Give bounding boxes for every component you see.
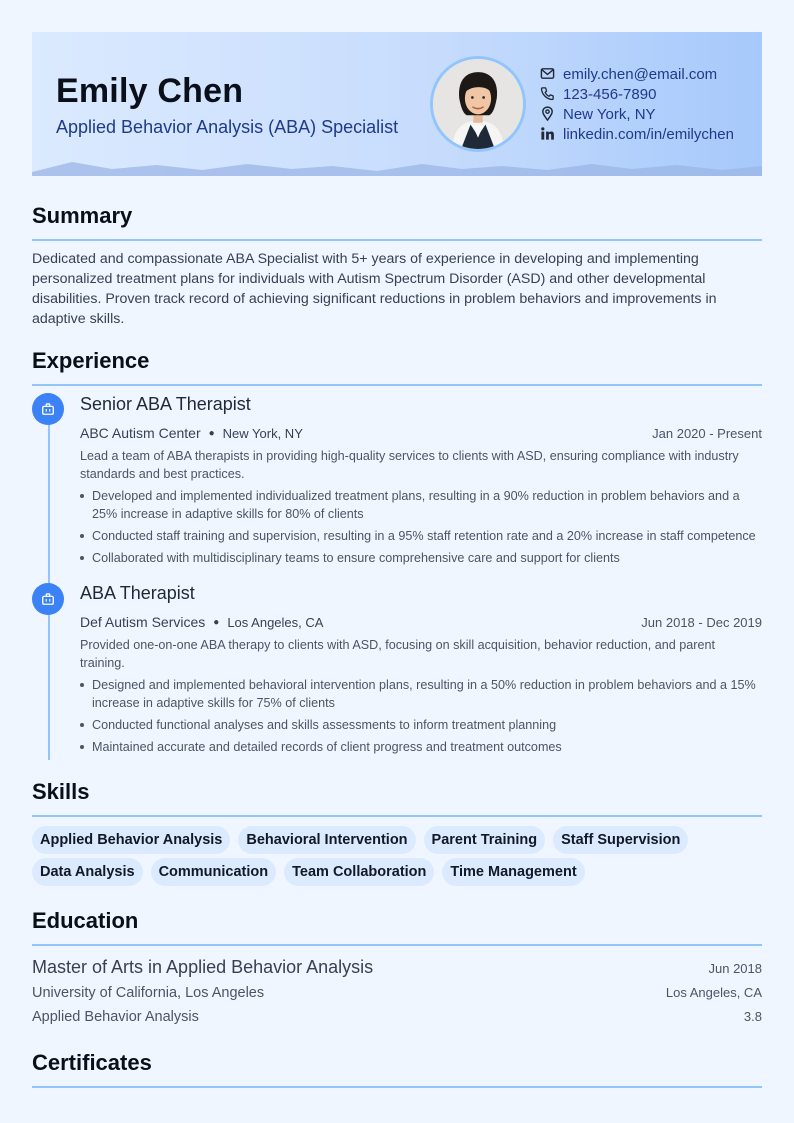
- education-degree-row: [32, 957, 762, 978]
- job-location: Los Angeles, CA: [227, 614, 324, 630]
- job-title: Senior ABA Therapist: [80, 394, 251, 414]
- contact-phone-text: 123-456-7890: [563, 85, 657, 103]
- skill-chip: Parent Training: [424, 826, 546, 854]
- skill-chip: Applied Behavior Analysis: [32, 826, 230, 854]
- contact-location-text: New York, NY: [563, 105, 656, 123]
- education-field-row: [32, 1009, 762, 1025]
- achievement-item: Designed and implemented behavioral intervention plans, resulting in a 50% reduction in problem behaviors and a 15% increase in adaptive skills for 75% of clients: [80, 676, 762, 712]
- summary-divider: [32, 239, 762, 241]
- contact-email-text: emily.chen@email.com: [563, 65, 718, 83]
- education-location: Los Angeles, CA: [665, 985, 762, 1000]
- contact-location: [540, 104, 734, 124]
- job-title: ABA Therapist: [80, 583, 195, 603]
- resume-page: [32, 32, 762, 1075]
- job-entry-1: [80, 394, 762, 571]
- education-degree: Master of Arts in Applied Behavior Analysis: [32, 957, 374, 977]
- candidate-role: Applied Behavior Analysis (ABA) Specialist: [56, 117, 399, 137]
- separator-dot: ●: [213, 616, 220, 628]
- education-heading: Education: [32, 908, 139, 933]
- job-description: Lead a team of ABA therapists in providing high-quality services to clients with ASD, ensuring compliance with industry standards and best practices.: [80, 449, 739, 481]
- header-wave-decoration: [32, 160, 762, 176]
- job-location: New York, NY: [222, 425, 303, 441]
- job-company: Def Autism Services: [80, 614, 206, 630]
- experience-divider: [32, 384, 762, 386]
- education-gpa: 3.8: [743, 1009, 762, 1024]
- achievement-item: Collaborated with multidisciplinary teams to ensure comprehensive care and support for clients: [80, 549, 762, 567]
- contact-linkedin[interactable]: [540, 124, 734, 144]
- contact-phone[interactable]: [540, 84, 734, 104]
- achievement-item: Maintained accurate and detailed records of client progress and treatment outcomes: [80, 738, 762, 756]
- education-field: Applied Behavior Analysis: [32, 1009, 199, 1025]
- achievement-item: Developed and implemented individualized treatment plans, resulting in a 90% reduction in problem behaviors and a 25% increase in adaptive skills for 80% of clients: [80, 487, 762, 523]
- achievement-item: Conducted staff training and supervision, resulting in a 95% staff retention rate and a 20% increase in staff competence: [80, 527, 762, 545]
- briefcase-icon: [41, 402, 55, 416]
- skill-chip: Team Collaboration: [284, 858, 434, 886]
- profile-photo-illustration: [433, 59, 523, 149]
- job-meta: [80, 609, 762, 635]
- skill-chip: Data Analysis: [32, 858, 143, 886]
- skills-list: [32, 826, 762, 890]
- summary-heading: Summary: [32, 203, 133, 228]
- education-divider: [32, 944, 762, 946]
- candidate-name: Emily Chen: [56, 72, 244, 110]
- profile-photo: [430, 56, 526, 152]
- experience-heading: Experience: [32, 348, 150, 373]
- job-dates: Jun 2018 - Dec 2019: [641, 614, 762, 630]
- education-school-row: [32, 985, 762, 1001]
- resume-header: [32, 32, 762, 176]
- job-entry-2: [80, 583, 762, 760]
- job-badge-2: [32, 583, 64, 615]
- job-description: Provided one-on-one ABA therapy to clients with ASD, focusing on skill acquisition, behavior reduction, and parent training.: [80, 638, 715, 670]
- phone-icon: [540, 86, 556, 102]
- skill-chip: Communication: [151, 858, 277, 886]
- job-dates: Jan 2020 - Present: [652, 425, 762, 441]
- briefcase-icon: [41, 592, 55, 606]
- education-date: Jun 2018: [708, 961, 762, 976]
- education-school: University of California, Los Angeles: [32, 985, 265, 1001]
- summary-text: Dedicated and compassionate ABA Specialist with 5+ years of experience in developing and implementing personalized treatment plans for individuals with Autism Spectrum Disorder (ASD) and other developmental disabilities. Proven track record of achieving significant reductions in problem behaviors and improvements in adaptive skills.: [32, 251, 717, 327]
- certificates-heading: Certificates: [32, 1050, 152, 1075]
- separator-dot: ●: [208, 427, 215, 439]
- job-meta: [80, 420, 762, 446]
- linkedin-icon: [540, 126, 556, 142]
- skill-chip: Behavioral Intervention: [238, 826, 415, 854]
- job-achievements: [80, 676, 762, 756]
- job-achievements: [80, 487, 762, 567]
- skills-row: [32, 826, 762, 854]
- contact-list: [540, 64, 734, 144]
- certificates-divider: [32, 1086, 762, 1088]
- skills-heading: Skills: [32, 779, 90, 804]
- achievement-item: Conducted functional analyses and skills assessments to inform treatment planning: [80, 716, 762, 734]
- skill-chip: Time Management: [442, 858, 584, 886]
- contact-email[interactable]: [540, 64, 734, 84]
- skills-row: [32, 858, 762, 886]
- skills-divider: [32, 815, 762, 817]
- email-icon: [540, 66, 556, 82]
- contact-linkedin-text: linkedin.com/in/emilychen: [563, 125, 734, 143]
- job-company: ABC Autism Center: [80, 425, 201, 441]
- location-pin-icon: [540, 106, 556, 122]
- skill-chip: Staff Supervision: [553, 826, 688, 854]
- job-badge-1: [32, 393, 64, 425]
